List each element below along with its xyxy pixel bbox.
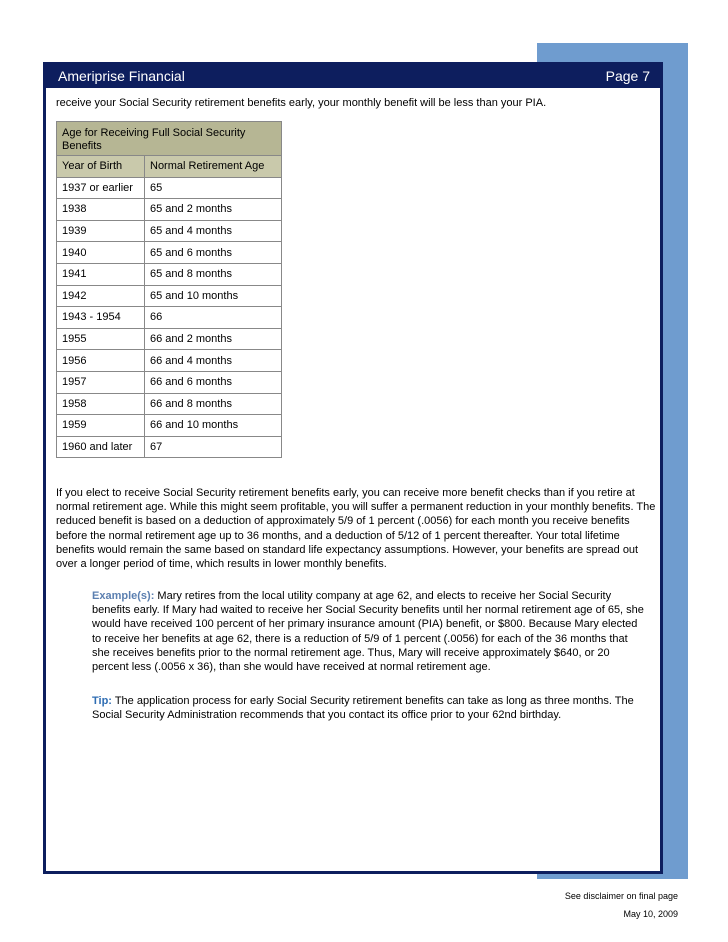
company-name: Ameriprise Financial [58, 68, 185, 84]
cell-retirement-age: 66 [145, 307, 282, 329]
cell-retirement-age: 66 and 4 months [145, 350, 282, 372]
cell-year-of-birth: 1939 [57, 220, 145, 242]
retirement-age-table [56, 121, 282, 458]
cell-year-of-birth: 1937 or earlier [57, 177, 145, 199]
table-row [57, 199, 282, 221]
cell-retirement-age: 66 and 2 months [145, 328, 282, 350]
table-row [57, 436, 282, 458]
page-header [46, 65, 660, 88]
cell-retirement-age: 66 and 6 months [145, 371, 282, 393]
page-number: Page 7 [605, 68, 650, 84]
table-row [57, 285, 282, 307]
table-row [57, 415, 282, 437]
cell-year-of-birth: 1942 [57, 285, 145, 307]
example-block [92, 589, 644, 674]
table-row [57, 263, 282, 285]
tip-block [92, 694, 644, 722]
body-paragraph: If you elect to receive Social Security retirement benefits early, you can receive more benefit checks than if you retire at normal retirement age. While this might seem profitable, you will suffer a permanent reduction in your monthly benefits. The reduced benefit is based on a deduction of approximately 5/9 of 1 percent (.0056) for each month you receive benefits before the normal retirement age up to 36 months, and a deduction of 5/12 of 1 percent thereafter. Your total lifetime benefits would remain the same based on standard life expectancy assumptions. However, your benefits are spread out over a longer period of time, which results in lower monthly benefits. [56, 487, 656, 571]
example-label: Example(s): [92, 590, 155, 602]
cell-retirement-age: 66 and 8 months [145, 393, 282, 415]
table-row [57, 371, 282, 393]
cell-retirement-age: 65 and 2 months [145, 199, 282, 221]
cell-year-of-birth: 1943 - 1954 [57, 307, 145, 329]
table-row [57, 328, 282, 350]
tip-label: Tip: [92, 695, 112, 707]
table-row [57, 393, 282, 415]
cell-retirement-age: 65 [145, 177, 282, 199]
tip-text: The application process for early Social Security retirement benefits can take as long as three months. The Social Security Administration recommends that you contact its office prior to your 62nd birthday. [92, 695, 634, 722]
cell-retirement-age: 65 and 8 months [145, 263, 282, 285]
table-title: Age for Receiving Full Social Security Benefits [57, 122, 282, 156]
disclaimer-note: See disclaimer on final page [564, 891, 678, 901]
table-row [57, 307, 282, 329]
cell-year-of-birth: 1941 [57, 263, 145, 285]
cell-year-of-birth: 1959 [57, 415, 145, 437]
intro-paragraph: receive your Social Security retirement benefits early, your monthly benefit will be less than your PIA. [56, 97, 547, 109]
cell-year-of-birth: 1956 [57, 350, 145, 372]
column-header-year: Year of Birth [57, 156, 145, 178]
table-row [57, 242, 282, 264]
cell-year-of-birth: 1957 [57, 371, 145, 393]
table-row [57, 177, 282, 199]
cell-year-of-birth: 1958 [57, 393, 145, 415]
example-text: Mary retires from the local utility company at age 62, and elects to receive her Social Security benefits early. If Mary had waited to receive her Social Security benefits until her normal retirement age of 65, she would have received 100 percent of her primary insurance amount (PIA) benefit, or $800. Because Mary elected to receive her benefits at age 62, there is a reduction of 5/9 of 1 percent (.0056) for each of the 36 months that she receives benefits prior to the normal retirement age. Thus, Mary will receive approximately $640, or 20 percent less (.0056 x 36), than she would have received at normal retirement age. [92, 590, 644, 674]
table-row [57, 350, 282, 372]
table-title-row [57, 122, 282, 156]
cell-retirement-age: 65 and 6 months [145, 242, 282, 264]
table-row [57, 220, 282, 242]
cell-year-of-birth: 1940 [57, 242, 145, 264]
cell-year-of-birth: 1960 and later [57, 436, 145, 458]
cell-retirement-age: 65 and 10 months [145, 285, 282, 307]
cell-year-of-birth: 1938 [57, 199, 145, 221]
cell-retirement-age: 66 and 10 months [145, 415, 282, 437]
column-header-age: Normal Retirement Age [145, 156, 282, 178]
document-date: May 10, 2009 [623, 909, 678, 919]
cell-year-of-birth: 1955 [57, 328, 145, 350]
table-header-row [57, 156, 282, 178]
cell-retirement-age: 67 [145, 436, 282, 458]
cell-retirement-age: 65 and 4 months [145, 220, 282, 242]
